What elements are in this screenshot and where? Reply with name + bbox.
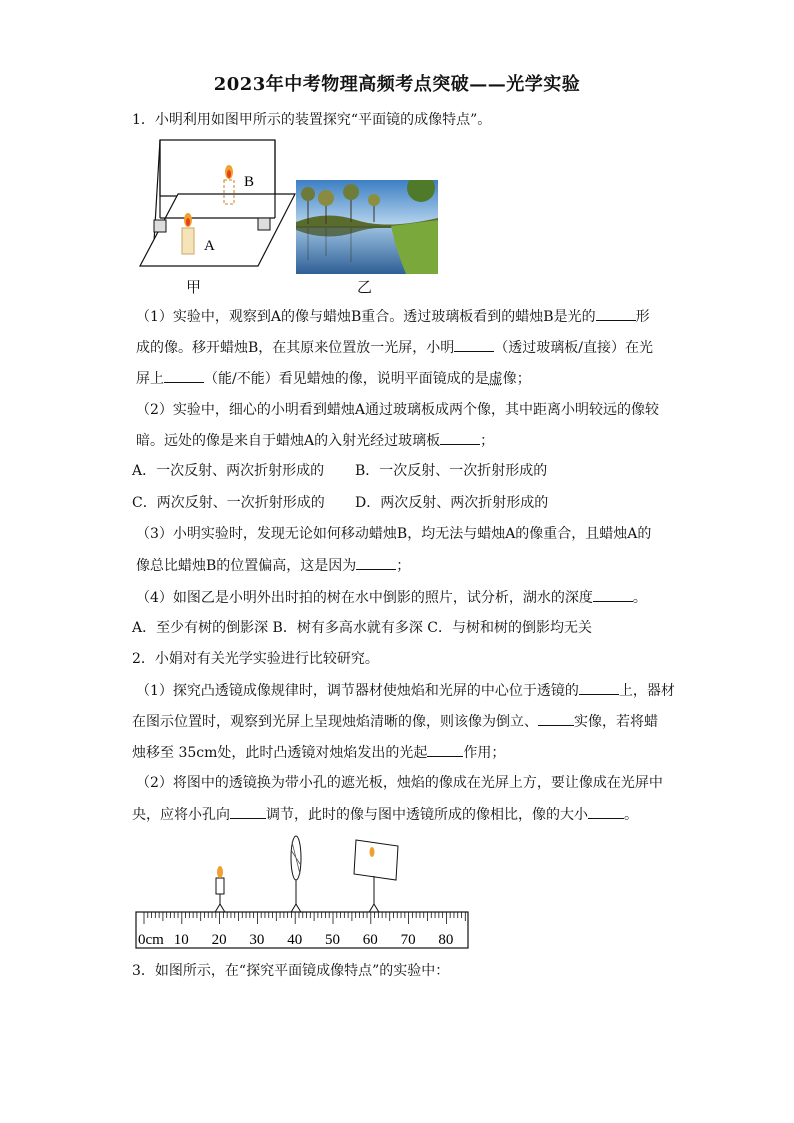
label-a: A [204,238,215,254]
ruler-label: 60 [362,932,378,948]
q2-part1-line3: 烛移至 35cm处，此时凸透镜对烛焰发出的光起 作用； [132,742,505,763]
q1-option-b: B．一次反射、一次折射形成的 [355,463,548,479]
ruler-label: 20 [211,932,227,948]
q1-part1-line3: 屏上 （能/不能）看见蜡烛的像，说明平面镜成的是虚像； [136,368,531,389]
q1-option-c: C．两次反射、一次折射形成的 [132,495,325,511]
q2-part2-line1: （2）将图中的透镜换为带小孔的遮光板，烛焰的像成在光屏上方，要让像成在光屏中 [136,775,663,791]
answer-blank[interactable] [356,555,396,570]
q2-part1-line1: （1）探究凸透镜成像规律时，调节器材使烛焰和光屏的中心位于透镜的 上，器材 [136,680,675,701]
q3-stem: 3．如图所示，在“探究平面镜成像特点”的实验中： [132,963,450,979]
answer-blank[interactable] [579,680,619,695]
figure-yi-photo [296,180,438,274]
light-screen [354,840,398,880]
q1-part2-line2: 暗。远处的像是来自于蜡烛A的入射光经过玻璃板 ； [136,430,494,451]
ruler-label: 0cm [138,932,164,948]
q1-part2-line1: （2）实验中，细心的小明看到蜡烛A通过玻璃板成两个像，其中距离小明较远的像较 [136,402,660,418]
q1-part4-options: A．至少有树的倒影深 B．树有多高水就有多深 C．与树和树的倒影均无关 [132,620,593,636]
figure-yi-label: 乙 [357,278,373,296]
ruler-label: 80 [438,932,454,948]
q2-part1-line2: 在图示位置时，观察到光屏上呈现烛焰清晰的像，则该像为倒立、 实像，若将蜡 [132,711,658,732]
ruler-label: 50 [325,932,340,948]
answer-blank[interactable] [593,587,633,602]
q1-part4-line: （4）如图乙是小明外出时拍的树在水中倒影的照片，试分析，湖水的深度 。 [136,587,647,608]
candle-a [182,228,194,254]
page-title: 2023年中考物理高频考点突破——光学实验 [213,74,581,95]
answer-blank[interactable] [588,804,624,819]
ruler-label: 70 [400,932,416,948]
figure-optical-bench [132,834,472,952]
figure-jia-mirror-setup [130,134,300,300]
q1-part1-line2: 成的像。移开蜡烛B，在其原来位置放一光屏，小明 （透过玻璃板/直接）在光 [136,337,653,358]
q1-part3-line2: 像总比蜡烛B的位置偏高，这是因为 ； [136,555,410,576]
ruler-label: 30 [249,932,265,948]
q1-part1-line1: （1）实验中，观察到A的像与蜡烛B重合。透过玻璃板看到的蜡烛B是光的 形 [136,306,650,327]
ruler-label: 40 [287,932,303,948]
label-b: B [244,174,255,190]
q2-stem: 2．小娟对有关光学实验进行比较研究。 [132,651,379,667]
answer-blank[interactable] [164,368,204,383]
candle [216,878,224,894]
ruler-label: 10 [173,932,189,948]
answer-blank[interactable] [427,742,463,757]
answer-blank[interactable] [440,430,480,445]
q1-part3-line1: （3）小明实验时，发现无论如何移动蜡烛B，均无法与蜡烛A的像重合，且蜡烛A的 [136,526,652,542]
answer-blank[interactable] [230,804,266,819]
q1-option-d: D．两次反射、两次折射形成的 [355,495,549,511]
answer-blank[interactable] [596,306,636,321]
answer-blank[interactable] [454,337,494,352]
q1-option-a: A．一次反射、两次折射形成的 [132,463,325,479]
answer-blank[interactable] [538,711,574,726]
q2-part2-line2: 央，应将小孔向 调节，此时的像与图中透镜所成的像相比，像的大小 。 [132,804,638,825]
figure-jia-label: 甲 [186,278,202,296]
q1-stem: 1．小明利用如图甲所示的装置探究“平面镜的成像特点”。 [132,112,492,128]
